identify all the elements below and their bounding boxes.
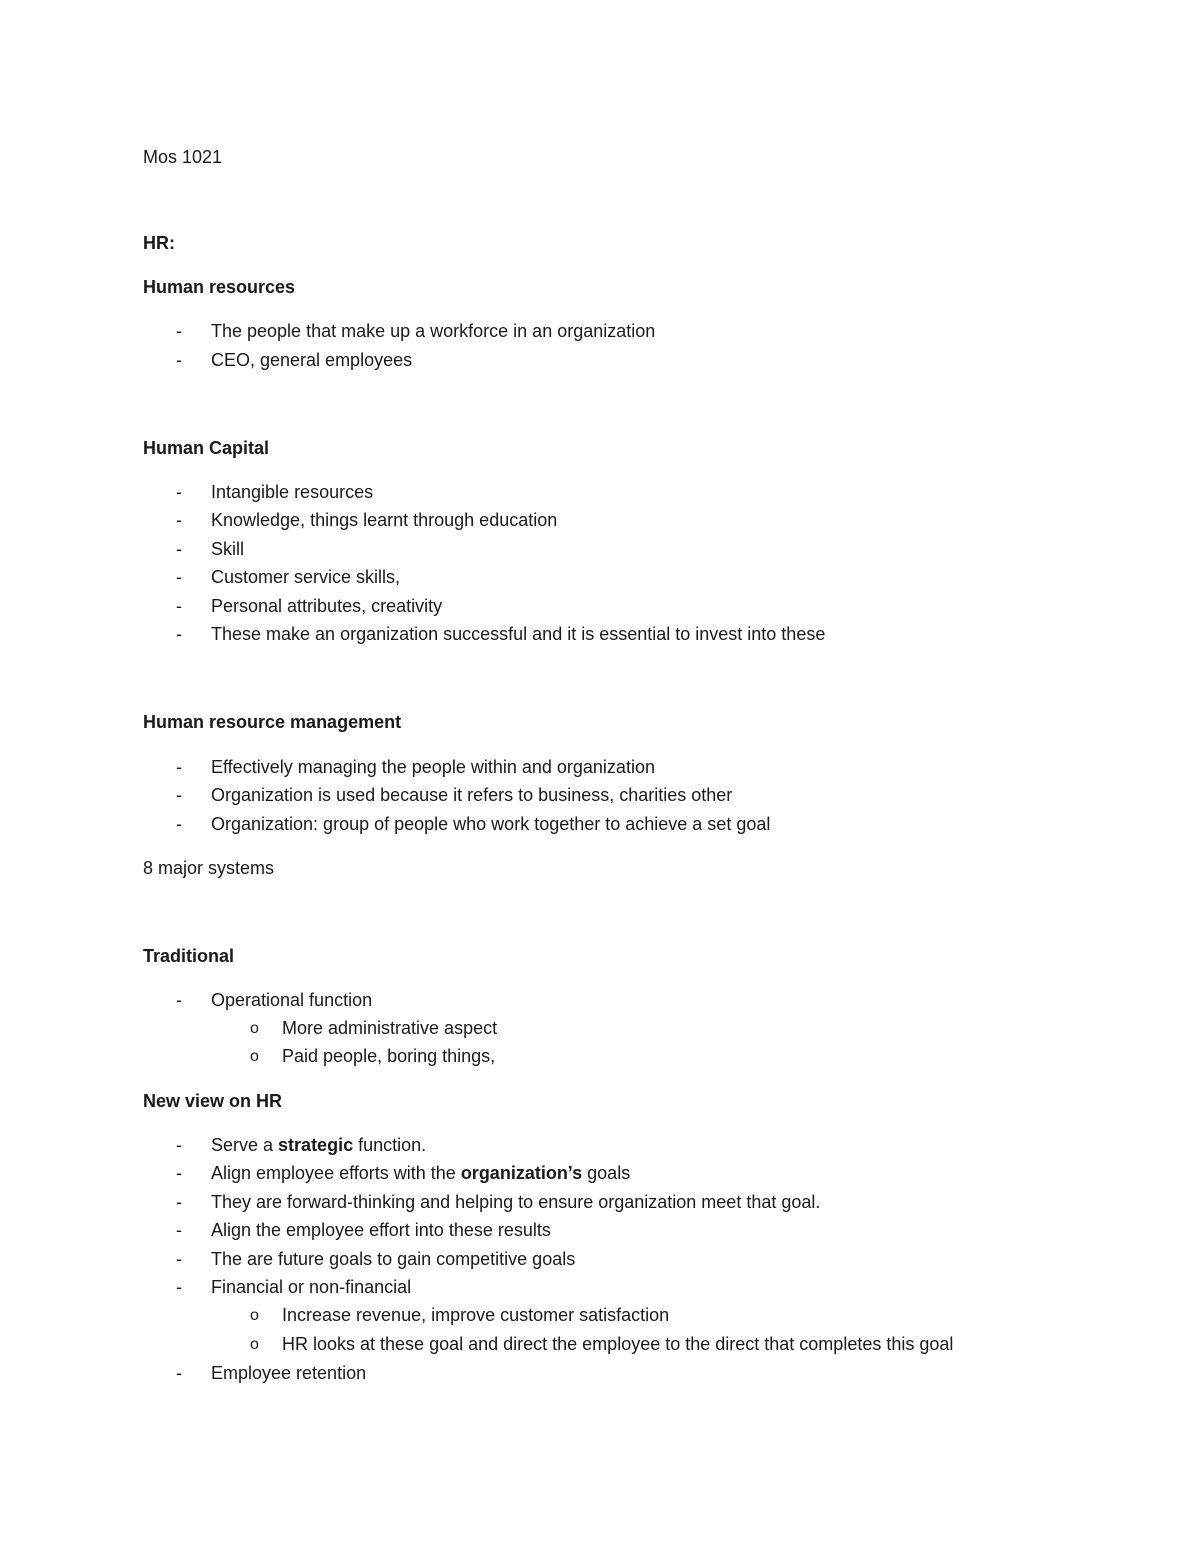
dash-marker: - <box>176 1277 182 1297</box>
sub-list-item: Paid people, boring things, <box>282 1046 496 1066</box>
dash-marker: - <box>176 785 182 805</box>
heading-hrm: Human resource management <box>143 712 402 732</box>
course-title: Mos 1021 <box>143 147 223 167</box>
text-run: Align employee efforts with the <box>211 1163 461 1183</box>
text-run: function. <box>353 1135 427 1155</box>
sub-bullet-marker: o <box>250 1336 259 1353</box>
heading-traditional: Traditional <box>143 946 235 966</box>
list-item: CEO, general employees <box>211 350 413 370</box>
dash-marker: - <box>176 350 182 370</box>
list-item: Knowledge, things learnt through education <box>211 510 558 530</box>
dash-marker: - <box>176 321 182 341</box>
dash-marker: - <box>176 1163 182 1183</box>
heading-human-capital: Human Capital <box>143 438 270 458</box>
major-systems-note: 8 major systems <box>143 858 275 878</box>
dash-marker: - <box>176 624 182 644</box>
dash-marker: - <box>176 1363 182 1383</box>
list-item: Intangible resources <box>211 482 374 502</box>
heading-human-resources: Human resources <box>143 277 296 297</box>
dash-marker: - <box>176 1220 182 1240</box>
list-item <box>211 1134 426 1156</box>
sub-list-item: Increase revenue, improve customer satisfaction <box>282 1305 670 1325</box>
list-item: The people that make up a workforce in an organization <box>211 321 656 341</box>
bold-term: organization’s <box>460 1163 583 1183</box>
text-run: goals <box>582 1163 631 1183</box>
heading-new-view: New view on HR <box>143 1091 283 1111</box>
list-item: Organization is used because it refers to business, charities other <box>211 785 733 805</box>
list-item <box>211 1162 630 1184</box>
list-item: The are future goals to gain competitive goals <box>211 1249 576 1269</box>
section-label: HR: <box>143 233 175 253</box>
dash-marker: - <box>176 814 182 834</box>
dash-marker: - <box>176 1249 182 1269</box>
dash-marker: - <box>176 990 182 1010</box>
dash-marker: - <box>176 1135 182 1155</box>
text-run: Serve a <box>211 1135 279 1155</box>
dash-marker: - <box>176 1192 182 1212</box>
list-item: These make an organization successful and it is essential to invest into these <box>211 624 826 644</box>
list-item: Personal attributes, creativity <box>211 596 443 616</box>
list-item: Financial or non-financial <box>211 1277 412 1297</box>
bold-term: strategic <box>278 1135 354 1155</box>
list-item: Operational function <box>211 990 373 1010</box>
list-item: They are forward-thinking and helping to ensure organization meet that goal. <box>211 1192 821 1212</box>
sub-bullet-marker: o <box>250 1307 259 1324</box>
list-item: Align the employee effort into these results <box>211 1220 551 1240</box>
dash-marker: - <box>176 510 182 530</box>
dash-marker: - <box>176 567 182 587</box>
sub-bullet-marker: o <box>250 1020 259 1037</box>
list-item: Customer service skills, <box>211 567 401 587</box>
list-item: Effectively managing the people within and organization <box>211 757 655 777</box>
dash-marker: - <box>176 482 182 502</box>
dash-marker: - <box>176 596 182 616</box>
list-item: Organization: group of people who work together to achieve a set goal <box>211 814 771 834</box>
sub-list-item: HR looks at these goal and direct the employee to the direct that completes this goal <box>282 1334 954 1354</box>
dash-marker: - <box>176 539 182 559</box>
dash-marker: - <box>176 757 182 777</box>
list-item: Employee retention <box>211 1363 367 1383</box>
sub-bullet-marker: o <box>250 1048 259 1065</box>
list-item: Skill <box>211 539 245 559</box>
sub-list-item: More administrative aspect <box>282 1018 498 1038</box>
